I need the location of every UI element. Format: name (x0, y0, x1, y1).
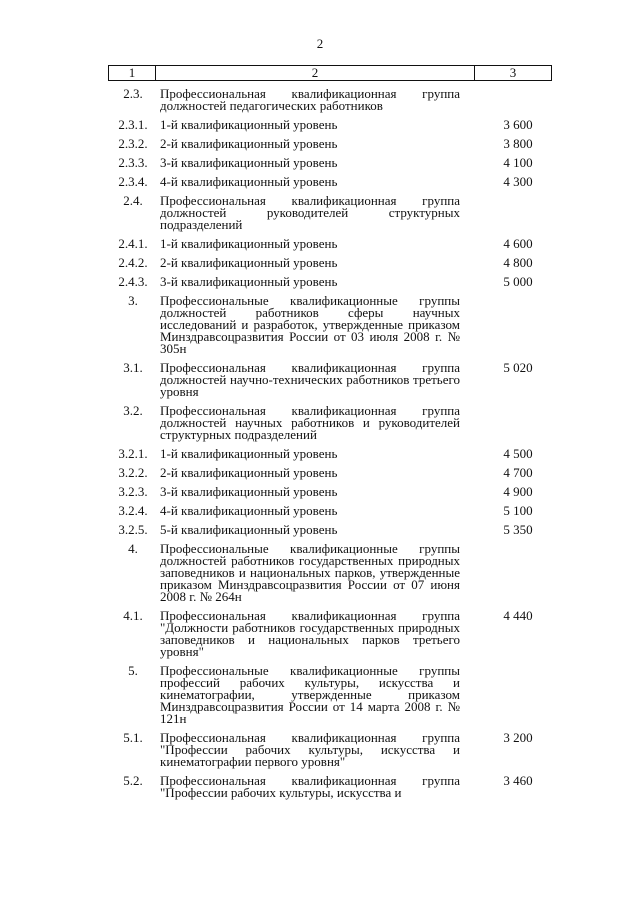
row-number: 5.1. (123, 730, 143, 745)
row-value: 3 800 (503, 136, 533, 151)
row-number: 3. (128, 293, 138, 308)
row-text: 1-й квалификационный уровень (160, 446, 338, 461)
row-text: 5-й квалификационный уровень (160, 522, 338, 537)
page-number: 2 (316, 36, 324, 51)
table-row (108, 486, 552, 498)
row-value: 4 100 (503, 155, 533, 170)
row-value: 4 900 (503, 484, 533, 499)
row-number: 3.2.2. (118, 465, 148, 480)
table-row (108, 775, 552, 799)
row-number: 2.3.1. (118, 117, 148, 132)
table-body (108, 88, 552, 799)
row-text: Профессиональная квалификационная группа должностей педагогических работников (160, 86, 460, 113)
row-number: 3.2.1. (118, 446, 148, 461)
row-text: Профессиональные квалификационные группы должностей работников сферы научных исследований и разработок, утвержденные приказом Минздравсоцразвития России от 03 июля 2008 г. № 305н (160, 293, 460, 356)
table-row (108, 138, 552, 150)
table-row (108, 88, 552, 112)
row-text: 4-й квалификационный уровень (160, 503, 338, 518)
row-text: 4-й квалификационный уровень (160, 174, 338, 189)
row-text: 2-й квалификационный уровень (160, 136, 338, 151)
header-col-3: 3 (509, 65, 517, 80)
row-value: 4 440 (503, 608, 533, 623)
row-number: 3.2.5. (118, 522, 148, 537)
row-number: 3.2.4. (118, 503, 148, 518)
table-row (108, 119, 552, 131)
row-text: Профессиональная квалификационная группа "Профессии рабочих культуры, искусства и кинематографии первого уровня" (160, 730, 460, 769)
row-value: 4 600 (503, 236, 533, 251)
header-col-2: 2 (156, 66, 475, 80)
table-row (108, 257, 552, 269)
header-col-1: 1 (109, 66, 156, 80)
row-number: 2.4. (123, 193, 143, 208)
table-header (108, 65, 552, 81)
table-row (108, 295, 552, 355)
row-value: 5 100 (503, 503, 533, 518)
row-text: Профессиональная квалификационная группа "Должности работников государственных природных заповедников и национальных парков третьего уровня" (160, 608, 460, 659)
row-text: 2-й квалификационный уровень (160, 255, 338, 270)
row-number: 4.1. (123, 608, 143, 623)
row-number: 2.3.3. (118, 155, 148, 170)
table-row (108, 195, 552, 231)
row-number: 2.4.2. (118, 255, 148, 270)
row-text: 3-й квалификационный уровень (160, 155, 338, 170)
row-number: 2.4.1. (118, 236, 148, 251)
row-value: 3 460 (503, 773, 533, 788)
row-text: Профессиональная квалификационная группа должностей научных работников и руководителей структурных подразделений (160, 403, 460, 442)
row-value: 5 020 (503, 360, 533, 375)
table-row (108, 448, 552, 460)
row-number: 2.3. (123, 86, 143, 101)
row-text: Профессиональные квалификационные группы профессий рабочих культуры, искусства и кинематографии, утвержденные приказом Минздравсоцразвития России от 14 марта 2008 г. № 121н (160, 663, 460, 726)
table-row (108, 176, 552, 188)
row-text: 1-й квалификационный уровень (160, 117, 338, 132)
row-text: 3-й квалификационный уровень (160, 274, 338, 289)
row-number: 2.4.3. (118, 274, 148, 289)
table-row (108, 665, 552, 725)
row-number: 3.2. (123, 403, 143, 418)
row-number: 3.2.3. (118, 484, 148, 499)
row-value: 4 800 (503, 255, 533, 270)
row-value: 3 200 (503, 730, 533, 745)
table-row (108, 405, 552, 441)
table-row (108, 467, 552, 479)
table-row (108, 276, 552, 288)
row-value: 3 600 (503, 117, 533, 132)
table-row (108, 362, 552, 398)
table-row (108, 524, 552, 536)
row-number: 3.1. (123, 360, 143, 375)
row-number: 5.2. (123, 773, 143, 788)
table-row (108, 610, 552, 658)
row-number: 4. (128, 541, 138, 556)
row-value: 5 000 (503, 274, 533, 289)
row-text: Профессиональные квалификационные группы должностей работников государственных природных заповедников и национальных парков, утвержденные приказом Минздравсоцразвития России от 07 июня 2008 г. № 264н (160, 541, 460, 604)
row-value: 4 300 (503, 174, 533, 189)
row-text: 3-й квалификационный уровень (160, 484, 338, 499)
row-value: 5 350 (503, 522, 533, 537)
table-row (108, 732, 552, 768)
row-text: Профессиональная квалификационная группа должностей научно-технических работников третьего уровня (160, 360, 460, 399)
row-text: 2-й квалификационный уровень (160, 465, 338, 480)
row-value: 4 700 (503, 465, 533, 480)
row-value: 4 500 (503, 446, 533, 461)
table-row (108, 238, 552, 250)
row-number: 2.3.2. (118, 136, 148, 151)
row-number: 2.3.4. (118, 174, 148, 189)
table-row (108, 543, 552, 603)
table-row (108, 505, 552, 517)
row-text: Профессиональная квалификационная группа "Профессии рабочих культуры, искусства и (160, 773, 460, 800)
row-text: 1-й квалификационный уровень (160, 236, 338, 251)
table-row (108, 157, 552, 169)
row-number: 5. (128, 663, 138, 678)
row-text: Профессиональная квалификационная группа должностей руководителей структурных подразделений (160, 193, 460, 232)
